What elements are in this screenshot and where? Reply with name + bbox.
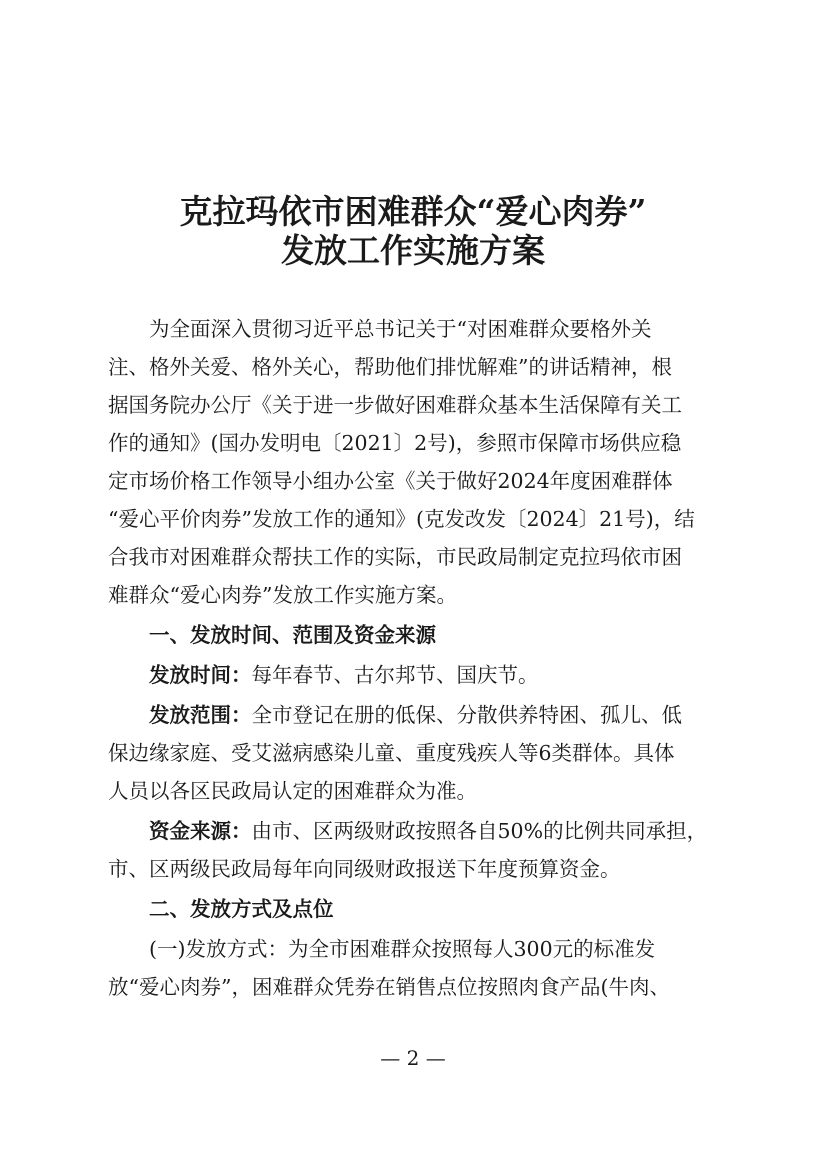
fund-source-label: 资金来源： <box>108 819 252 843</box>
release-method-line-2: 放“爱心肉券”，困难群众凭券在销售点位按照肉食产品(牛肉、 <box>108 975 670 999</box>
release-time-text: 每年春节、古尔邦节、国庆节。 <box>251 663 539 687</box>
release-scope-text-1: 全市登记在册的低保、分散供养特困、孤儿、低 <box>251 703 682 727</box>
release-scope-line-1 <box>108 696 718 734</box>
fund-source-line-1 <box>108 812 718 850</box>
section-2-heading: 二、发放方式及点位 <box>108 897 334 921</box>
release-scope-line-2: 保边缘家庭、受艾滋病感染儿童、重度残疾人等6类群体。具体 <box>108 741 675 765</box>
release-time-paragraph <box>108 656 718 694</box>
intro-line-3: 据国务院办公厅《关于进一步做好困难群众基本生活保障有关工 <box>108 393 682 417</box>
intro-line-7: 合我市对困难群众帮扶工作的实际，市民政局制定克拉玛依市困 <box>108 545 682 569</box>
intro-line-6: “爱心平价肉券”发放工作的通知》(克发改发〔2024〕21号)，结 <box>108 507 695 531</box>
release-scope-label: 发放范围： <box>108 703 252 727</box>
intro-line-4: 作的通知》(国办发明电〔2021〕2号)，参照市保障市场供应稳 <box>108 431 682 455</box>
page-number: — 2 — <box>380 1046 446 1070</box>
intro-line-5: 定市场价格工作领导小组办公室《关于做好2024年度困难群体 <box>108 469 673 493</box>
document-title-line-2: 发放工作实施方案 <box>281 231 545 270</box>
intro-line-8: 难群众“爱心肉券”发放工作实施方案。 <box>108 583 457 607</box>
release-time-label: 发放时间： <box>108 663 252 687</box>
fund-source-line-2: 市、区两级民政局每年向同级财政报送下年度预算资金。 <box>108 857 621 881</box>
document-title-line-1: 克拉玛依市困难群众“爱心肉券” <box>179 192 647 231</box>
fund-source-text-1: 由市、区两级财政按照各自50%的比例共同承担， <box>251 819 708 843</box>
intro-line-1: 为全面深入贯彻习近平总书记关于“对困难群众要格外关 <box>108 317 652 341</box>
intro-line-2: 注、格外关爱、格外关心，帮助他们排忧解难”的讲话精神，根 <box>108 355 672 379</box>
release-method-line-1: (一)发放方式：为全市困难群众按照每人300元的标准发 <box>108 937 656 961</box>
section-1-heading: 一、发放时间、范围及资金来源 <box>108 623 436 647</box>
release-scope-line-3: 人员以各区民政局认定的困难群众为准。 <box>108 779 477 803</box>
